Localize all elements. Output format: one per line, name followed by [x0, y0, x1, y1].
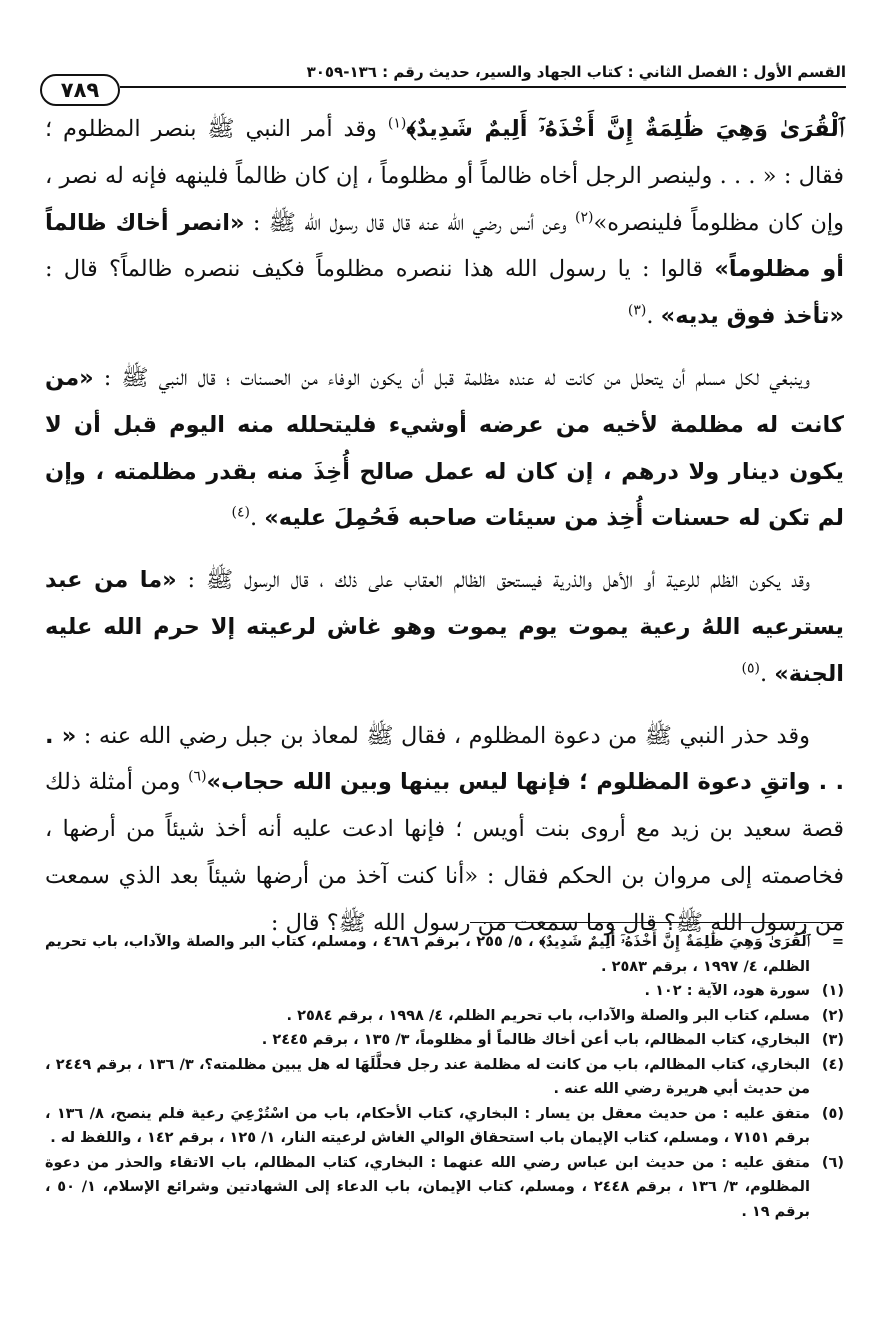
quoted-text: «ما من عبد يسترعيه اللهُ رعية يموت يوم يموت وهو غاش لرعيته إلا حرم الله عليه الجنة»	[45, 567, 844, 687]
quoted-text: « . . . واتقِ دعوة المظلوم ؛ فإنها ليس بينها وبين الله حجاب»	[45, 722, 844, 796]
footnote-marker: =	[831, 934, 844, 950]
body-text: .	[646, 303, 661, 330]
footnote-text: متفق عليه : من حديث ابن عباس رضي الله عنهما : البخاري، كتاب المظالم، باب الاتقاء والحذر من دعوة المظلوم، ٣/ ١٣٦ ، برقم ٢٤٤٨ ، ومسلم، كتاب الإيمان، باب الدعاء إلى الشهادتين وشرائع الإسلام، ١/ ٥٠ ، برقم ١٩ .	[45, 1154, 810, 1220]
header-rule	[120, 86, 846, 88]
main-text	[45, 106, 844, 947]
footnote-text: متفق عليه : من حديث معقل بن يسار : البخاري، كتاب الأحكام، باب من اسْتُرْعِيَ رعية فلم ينصح، ٨/ ١٣٦ ، برقم ٧١٥١ ، ومسلم، كتاب الإيمان باب استحقاق الوالي الغاش لرعيته النار، ١/ ١٢٥ ، برقم ١٤٢ ، واللفظ له .	[45, 1105, 810, 1146]
footnote-marker: (٣)	[821, 1032, 844, 1048]
footnote-marker: (٥)	[821, 1105, 844, 1122]
quoted-text: ٱلْقُرَىٰ وَهِيَ ظَٰلِمَةٌ إِنَّ أَخْذَهُۥٓ أَلِيمٌ شَدِيدٌ﴾	[406, 116, 844, 142]
body-text: وقد أمر النبي ﷺ بنصر المظلوم ؛ فقال : « . . . ولينصر الرجل أخاه ظالماً أو مظلوماً ، إن كان ظالماً فلينهه فإنه له نصر ، وإن كان مظلوماً فلينصره»	[45, 116, 844, 236]
body-text: وعن أنس رضي الله عنه قال قال رسول الله ﷺ :	[244, 209, 575, 236]
footnote-text: مسلم، كتاب البر والصلة والآداب، باب تحريم الظلم، ٤/ ١٩٩٨ ، برقم ٢٥٨٤ .	[286, 1007, 810, 1024]
body-text: ومن أمثلة ذلك قصة سعيد بن زيد مع أروى بنت أويس ؛ فإنها ادعت عليه أنه أخذ شيئاً من أرضها ، فخاصمته إلى مروان بن الحكم فقال : «أنا كنت آخذ من أرضها شيئاً بعد الذي سمعت من رسول الله ﷺ؟ قال وما سمعت من رسول الله ﷺ؟ قال :	[45, 769, 844, 936]
body-text: وقد يكون الظلم للرعية أو الأهل والذرية فيستحق الظالم العقاب على ذلك ، قال الرسول ﷺ :	[176, 567, 811, 594]
paragraph-p1	[45, 106, 844, 340]
footnote-ref: (٤)	[231, 504, 250, 521]
body-text: وقد حذر النبي ﷺ من دعوة المظلوم ، فقال ﷺ لمعاذ بن جبل رضي الله عنه :	[76, 722, 810, 749]
body-text: وينبغي لكل مسلم أن يتحلل من كانت له عنده مظلمة قبل أن يكون الوفاء من الحسنات ؛ قال النبي ﷺ :	[93, 364, 810, 391]
footnote-marker: (٤)	[821, 1056, 844, 1073]
footnote-marker: (٦)	[821, 1154, 844, 1171]
body-text: .	[249, 505, 265, 532]
footnote-item	[45, 1151, 844, 1225]
quoted-text: «من كانت له مظلمة لأخيه من عرضه أوشيء فليتحلله منه اليوم قبل أن لا يكون دينار ولا درهم ، إن كان له عمل صالح أُخِذَ منه بقدر مظلمته ، وإن لم تكن له حسنات أُخِذ من سيئات صاحبه فَحُمِلَ عليه»	[45, 364, 844, 532]
footnote-marker: (٢)	[821, 1007, 844, 1024]
footnote-item	[45, 1028, 844, 1053]
footnote-item	[45, 930, 844, 979]
paragraph-p3	[45, 557, 844, 697]
footnote-text: البخاري، كتاب المظالم، باب من كانت له مظلمة عند رجل فحلَّلَهَا له هل يبين مظلمته؟، ٣/ ١٣٦ ، برقم ٢٤٤٩ ، من حديث أبي هريرة رضي الله عنه .	[45, 1056, 810, 1097]
footnote-ref: (٥)	[741, 660, 760, 677]
footnotes	[45, 930, 844, 1224]
footnote-ref: (٣)	[627, 302, 647, 319]
quoted-text: «انصر أخاك ظالماً أو مظلوماً»	[45, 209, 844, 283]
body-text: .	[759, 660, 775, 687]
body-text: قالوا : يا رسول الله هذا ننصره مظلوماً فكيف ننصره ظالماً؟ قال :	[45, 256, 715, 283]
footnote-marker: (١)	[821, 983, 844, 999]
footnote-item	[45, 1102, 844, 1151]
quoted-text: «تأخذ فوق يديه»	[660, 303, 844, 330]
footnote-ref: (١)	[387, 115, 407, 132]
footnote-text: سورة هود، الآية : ١٠٢ .	[644, 983, 810, 999]
footnote-item	[45, 979, 844, 1004]
footnote-item	[45, 1004, 844, 1029]
paragraph-p2	[45, 355, 844, 542]
footnote-item	[45, 1053, 844, 1102]
paragraph-p4	[45, 713, 844, 947]
page-number: ٧٨٩	[40, 74, 120, 106]
footnote-ref: (٦)	[188, 768, 207, 785]
footnote-ref: (٢)	[575, 209, 594, 226]
footnote-rule	[470, 922, 844, 923]
footnote-text: البخاري، كتاب المظالم، باب أعن أخاك ظالماً أو مظلوماً، ٣/ ١٣٥ ، برقم ٢٤٤٥ .	[261, 1032, 810, 1048]
running-header: القسم الأول : الفصل الثاني : كتاب الجهاد والسير، حديث رقم : ١٣٦-٣٠٥٩	[306, 63, 846, 81]
footnote-text: ٱلْقُرَىٰ وَهِيَ ظَٰلِمَةٌ إِنَّ أَخْذَهُۥٓ أَلِيمٌ شَدِيدٌ﴾ ، ٥/ ٢٥٥ ، برقم ٤٦٨٦ ، ومسلم، كتاب البر والصلة والآداب، باب تحريم الظلم، ٤/ ١٩٩٧ ، برقم ٢٥٨٣ .	[45, 934, 810, 975]
